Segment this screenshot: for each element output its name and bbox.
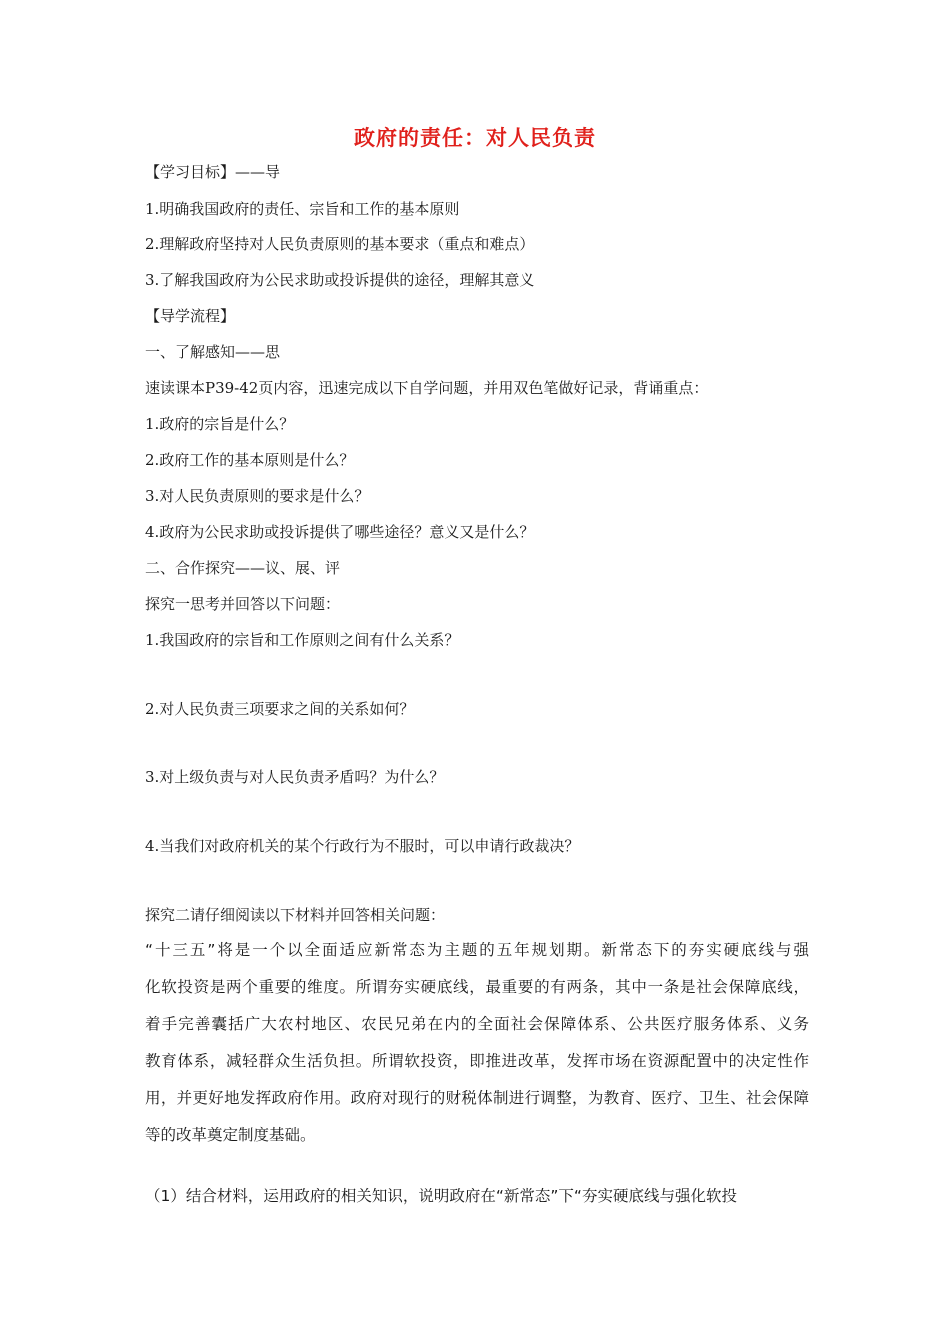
objective-item: 2.理解政府坚持对人民负责原则的基本要求（重点和难点） bbox=[145, 235, 535, 253]
explore2-intro: 探究二请仔细阅读以下材料并回答相关问题： bbox=[145, 906, 446, 924]
material-line: 着手完善囊括广大农村地区、农民兄弟在内的全面社会保障体系、公共医疗服务体系、义务 bbox=[145, 1015, 809, 1033]
explore-question: 1.我国政府的宗旨和工作原则之间有什么关系？ bbox=[145, 631, 460, 649]
material-line: 等的改革奠定制度基础。 bbox=[145, 1126, 316, 1144]
section1-heading: 一、了解感知——思 bbox=[145, 343, 281, 361]
question-item: 4.政府为公民求助或投诉提供了哪些途径？意义又是什么？ bbox=[145, 523, 535, 541]
question-item: 1.政府的宗旨是什么？ bbox=[145, 415, 295, 433]
material-question: （1）结合材料，运用政府的相关知识，说明政府在“新常态”下“夯实硬底线与强化软投 bbox=[145, 1187, 737, 1205]
section1-intro: 速读课本P39-42页内容，迅速完成以下自学问题，并用双色笔做好记录，背诵重点： bbox=[145, 379, 709, 397]
page-title: 政府的责任：对人民负责 bbox=[354, 126, 596, 150]
objective-item: 1.明确我国政府的责任、宗旨和工作的基本原则 bbox=[145, 200, 460, 218]
material-paragraph bbox=[145, 932, 809, 1154]
explore-question: 2.对人民负责三项要求之间的关系如何？ bbox=[145, 700, 415, 718]
material-line: “十三五”将是一个以全面适应新常态为主题的五年规划期。新常态下的夯实硬底线与强 bbox=[145, 941, 809, 959]
objective-item: 3.了解我国政府为公民求助或投诉提供的途径，理解其意义 bbox=[145, 271, 535, 289]
material-line: 化软投资是两个重要的维度。所谓夯实硬底线，最重要的有两条，其中一条是社会保障底线， bbox=[145, 978, 809, 996]
material-line: 教育体系，减轻群众生活负担。所谓软投资，即推进改革，发挥市场在资源配置中的决定性作 bbox=[145, 1052, 809, 1070]
explore1-intro: 探究一思考并回答以下问题： bbox=[145, 595, 341, 613]
material-line: 用，并更好地发挥政府作用。政府对现行的财税体制进行调整，为教育、医疗、卫生、社会保障 bbox=[145, 1089, 809, 1107]
explore-question: 3.对上级负责与对人民负责矛盾吗？为什么？ bbox=[145, 768, 445, 786]
explore-question: 4.当我们对政府机关的某个行政行为不服时，可以申请行政裁决？ bbox=[145, 837, 580, 855]
question-item: 2.政府工作的基本原则是什么？ bbox=[145, 451, 355, 469]
objectives-header: 【学习目标】——导 bbox=[145, 163, 281, 181]
question-item: 3.对人民负责原则的要求是什么？ bbox=[145, 487, 370, 505]
process-header: 【导学流程】 bbox=[145, 307, 236, 325]
section2-heading: 二、合作探究——议、展、评 bbox=[145, 559, 341, 577]
